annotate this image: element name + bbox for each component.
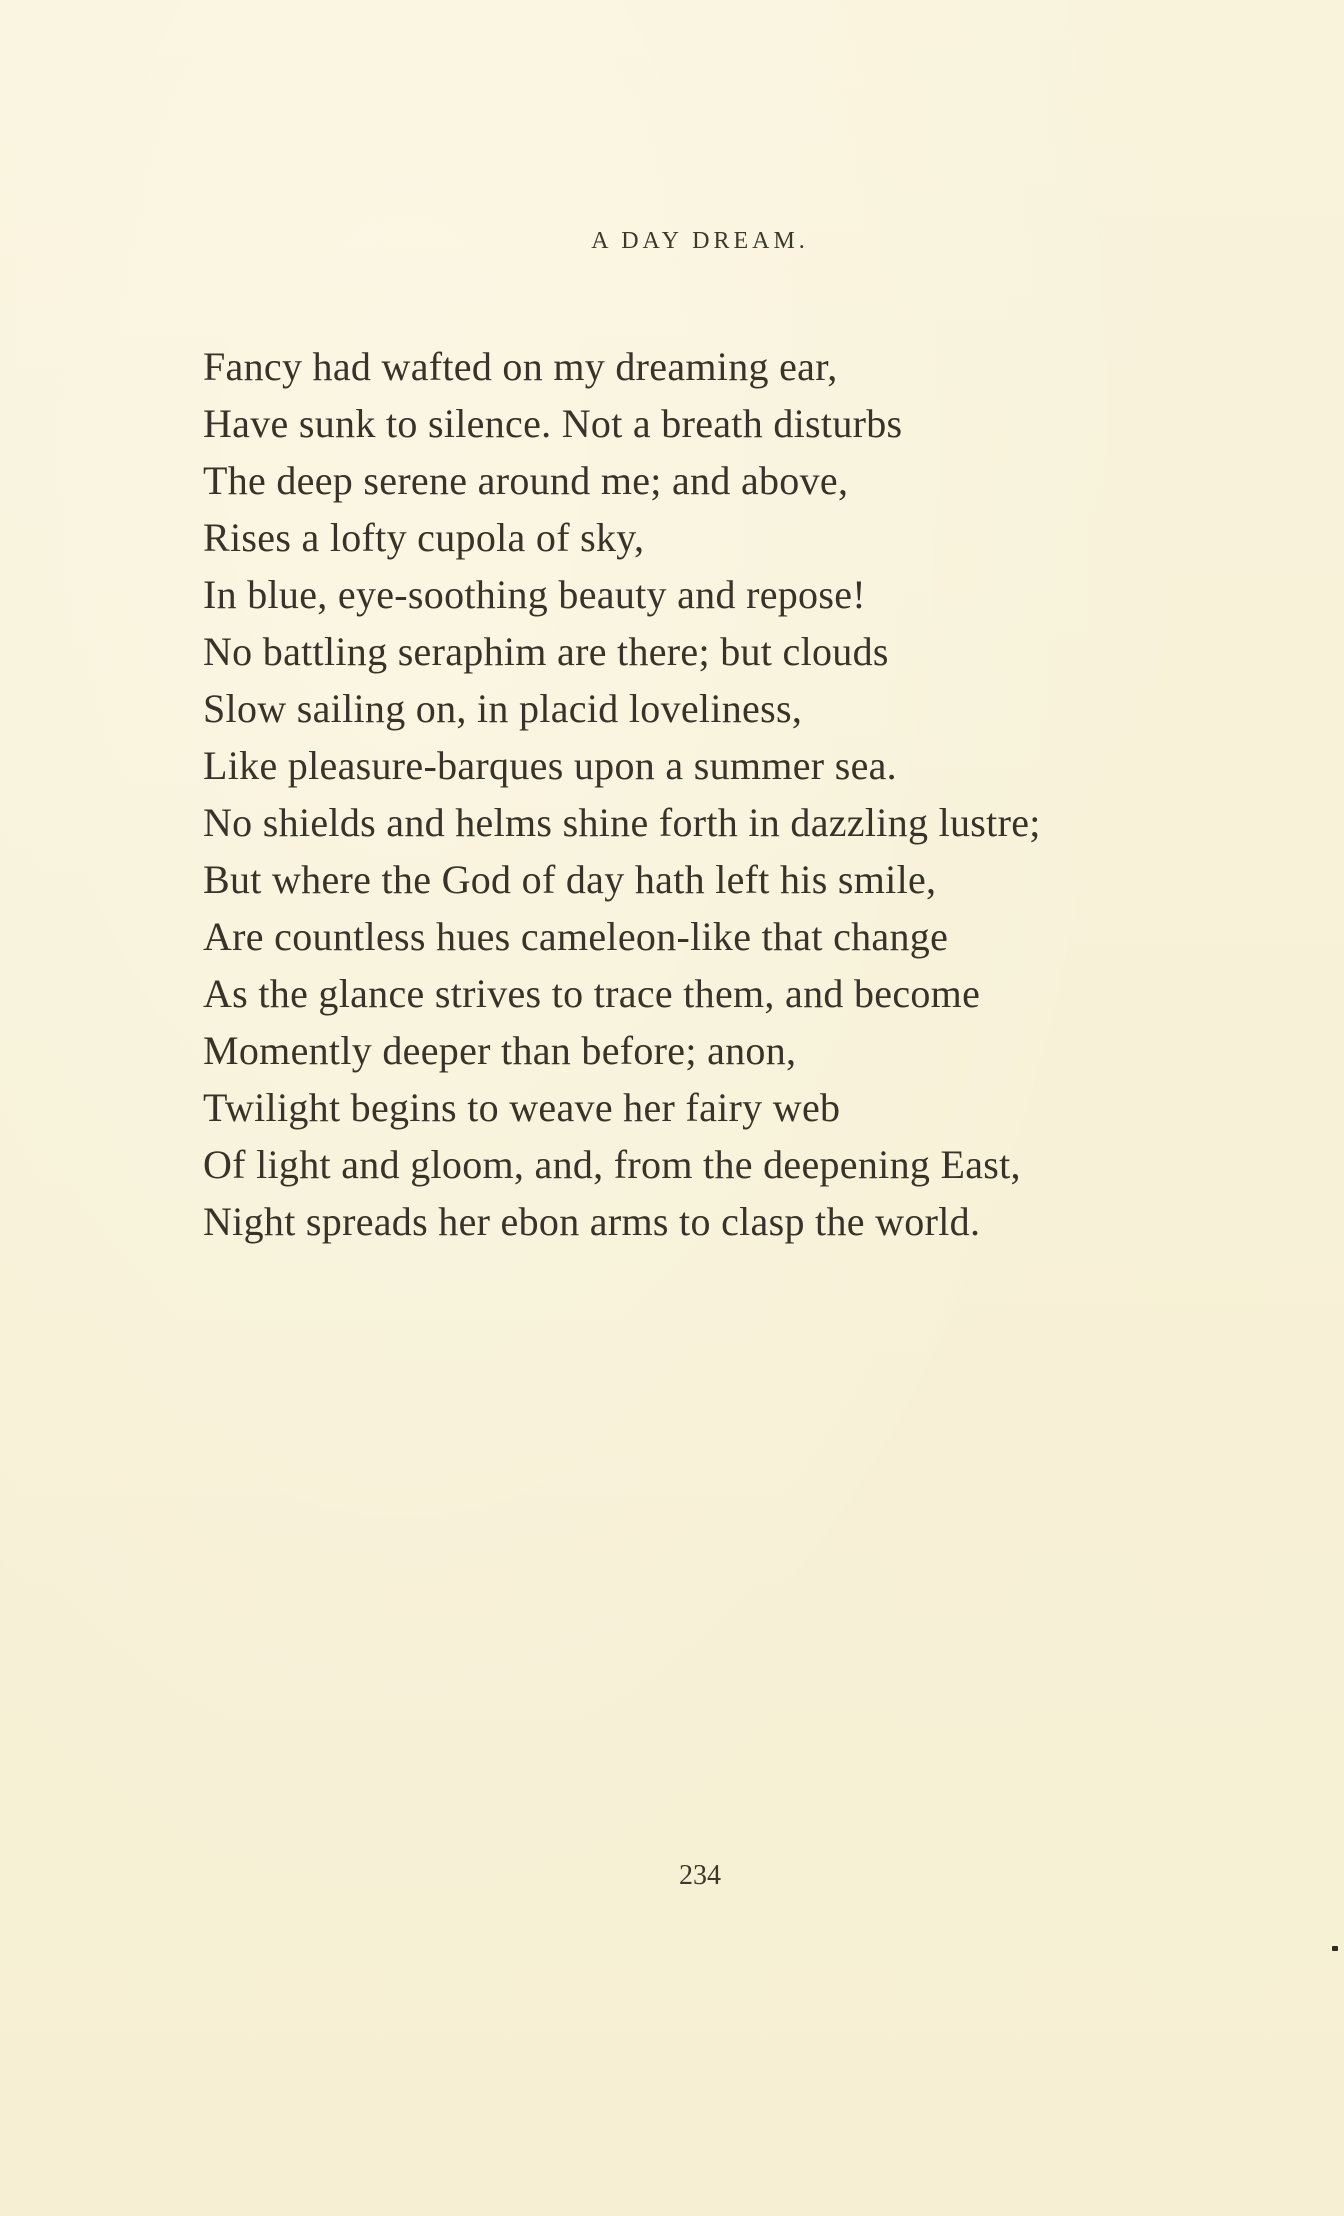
poem-line: Like pleasure-barques upon a summer sea. (203, 743, 897, 788)
poem-line: Have sunk to silence. Not a breath disturbs (203, 401, 903, 446)
poem-line: But where the God of day hath left his smile, (203, 857, 937, 902)
poem-line: Of light and gloom, and, from the deepening East, (203, 1142, 1021, 1187)
poem-line: Momently deeper than before; anon, (203, 1028, 797, 1073)
poem-line: No battling seraphim are there; but clouds (203, 629, 889, 674)
poem-line: Fancy had wafted on my dreaming ear, (203, 344, 838, 389)
scan-speck (1332, 1946, 1338, 1951)
poem-text (203, 338, 1333, 1250)
poem-line: The deep serene around me; and above, (203, 458, 849, 503)
poem-line: In blue, eye-soothing beauty and repose! (203, 572, 866, 617)
page-number: 234 (679, 1860, 721, 1891)
poem-line: Twilight begins to weave her fairy web (203, 1085, 841, 1130)
poem-line: No shields and helms shine forth in dazzling lustre; (203, 800, 1041, 845)
poem-line: Slow sailing on, in placid loveliness, (203, 686, 803, 731)
poem-line: Night spreads her ebon arms to clasp the world. (203, 1199, 981, 1244)
poem-line: As the glance strives to trace them, and become (203, 971, 981, 1016)
poem-line: Are countless hues cameleon-like that change (203, 914, 949, 959)
running-head: A DAY DREAM. (591, 228, 809, 254)
poem-line: Rises a lofty cupola of sky, (203, 515, 645, 560)
